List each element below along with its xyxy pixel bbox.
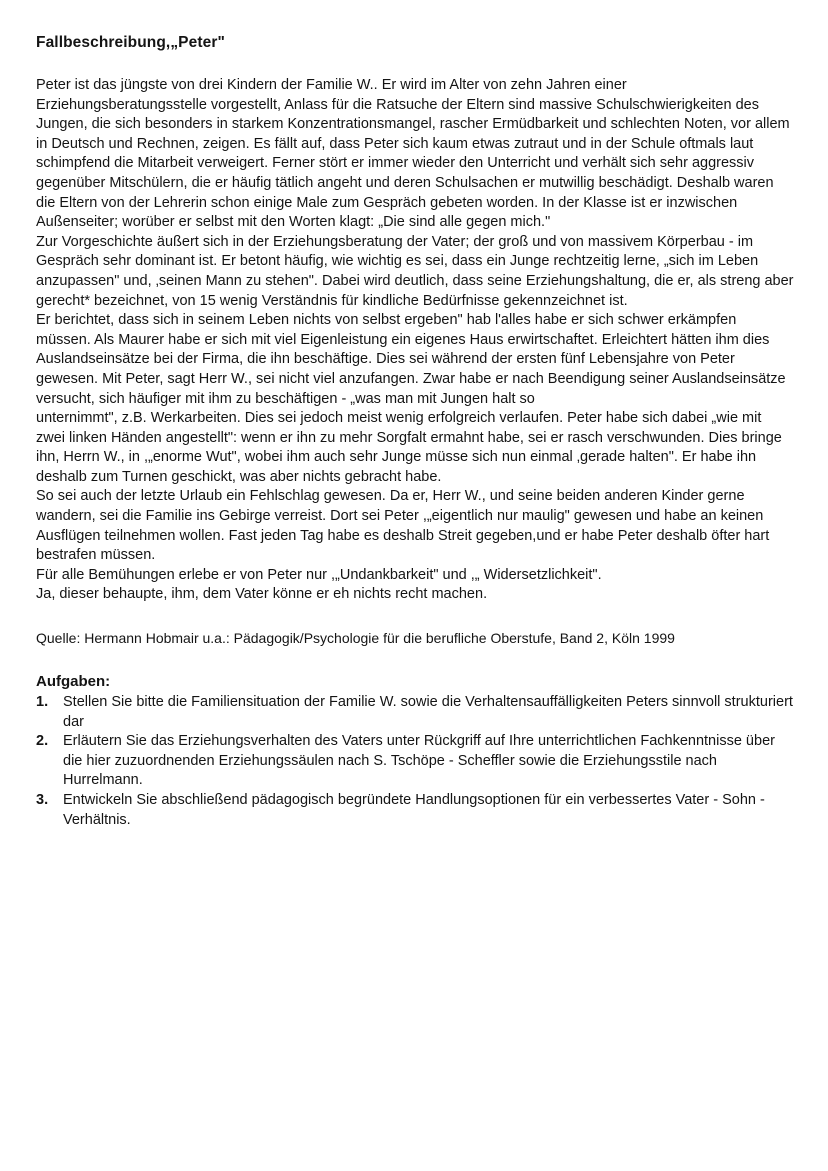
task-list — [36, 693, 794, 830]
paragraph: Er berichtet, dass sich in seinem Leben nichts von selbst ergeben" hab l'alles habe er sich schwer erkämpfen müssen. Als Maurer habe er sich mit viel Eigenleistung ein eigenes Haus erwirtschaftet. Erleichtert hätten ihm dies Auslandseinsätze bei der Firma, die ihn beschäftige. Dies sei während der ersten fünf Lebensjahre von Peter gewesen. Mit Peter, sagt Herr W., sei nicht viel anzufangen. Zwar habe er nach Beendigung seiner Auslandseinsätze versucht, sich häufiger mit ihm zu beschäftigen - „was man mit Jungen halt so — [36, 312, 786, 407]
list-item — [36, 693, 794, 732]
task-number: 2. — [36, 733, 49, 750]
paragraph: Peter ist das jüngste von drei Kindern der Familie W.. Er wird im Alter von zehn Jahren einer Erziehungsberatungsstelle vorgestellt, Anlass für die Ratsuche der Eltern sind massive Schulschwierigkeiten des Jungen, die sich besonders in starkem Konzentrationsmangel, rascher Ermüdbarkeit und schlechten Noten, vor allem in Deutsch und Rechnen, zeigen. Es fällt auf, dass Peter sich kaum etwas zutraut und in der Schule oftmals laut schimpfend die Mitarbeit verweigert. Ferner stört er immer wieder den Unterricht und verhält sich sehr aggressiv gegenüber Mitschülern, die er häufig tätlich angeht und deren Schulsachen er mutwillig beschädigt. Deshalb waren die Eltern von der Lehrerin schon einige Male zum Gespräch gebeten worden. In der Klasse ist er inzwischen Außenseiter; worüber er selbst mit den Worten klagt: „Die sind alle gegen mich." — [36, 77, 790, 231]
source-citation: Quelle: Hermann Hobmair u.a.: Pädagogik/Psychologie für die berufliche Oberstufe, Band 2, Köln 1999 — [36, 630, 675, 647]
task-text: Erläutern Sie das Erziehungsverhalten des Vaters unter Rückgriff auf Ihre unterrichtlichen Fachkenntnisse über die hier zuzuordnenden Erziehungssäulen nach S. Tschöpe - Scheffler sowie die Erziehungsstile nach Hurrelmann. — [63, 733, 775, 789]
case-description — [36, 76, 794, 605]
task-number: 3. — [36, 792, 49, 808]
task-text: Stellen Sie bitte die Familiensituation der Familie W. sowie die Verhaltensauffälligkeiten Peters sinnvoll strukturiert dar — [63, 694, 793, 730]
task-text: Entwickeln Sie abschließend pädagogisch begründete Handlungsoptionen für ein verbessertes Vater - Sohn - Verhältnis. — [63, 792, 765, 828]
list-item — [36, 732, 794, 791]
document-title: Fallbeschreibung,„Peter" — [36, 34, 225, 51]
paragraph: Für alle Bemühungen erlebe er von Peter nur ,„Undankbarkeit" und ,„ Widersetzlichkeit". — [36, 566, 602, 583]
paragraph: So sei auch der letzte Urlaub ein Fehlschlag gewesen. Da er, Herr W., und seine beiden anderen Kinder gerne wandern, sei die Familie ins Gebirge verreist. Dort sei Peter ,„eigentlich nur maulig" gewesen und habe an keinen Ausflügen teilnehmen wollen. Fast jeden Tag habe es deshalb Streit gegeben,und er habe Peter deshalb öfter hart bestrafen müssen. — [36, 488, 770, 564]
tasks-heading: Aufgaben: — [36, 673, 111, 691]
paragraph: unternimmt", z.B. Werkarbeiten. Dies sei jedoch meist wenig erfolgreich verlaufen. Peter habe sich dabei „wie mit zwei linken Händen angestellt": wenn er ihn zu mehr Sorgfalt ermahnt habe, sei er rasch verschwunden. Dies bringe ihn, Herrn W., in ,„enorme Wut", wobei ihm auch sehr Junge müsse sich nun einmal ‚gerade halten". Er habe ihn deshalb zum Turnen geschickt, was aber nichts gebracht habe. — [36, 410, 782, 485]
list-item — [36, 791, 794, 830]
task-number: 1. — [36, 694, 49, 711]
paragraph: Zur Vorgeschichte äußert sich in der Erziehungsberatung der Vater; der groß und von massivem Körperbau - im Gespräch sehr dominant ist. Er betont häufig, wie wichtig es sei, dass ein Junge rechtzeitig lerne, „sich im Leben anzupassen" und, ‚seinen Mann zu stehen". Dabei wird deutlich, dass seine Erziehungshaltung, die er, als streng aber gerecht* bezeichnet, von 15 wenig Verständnis für kindliche Bedürfnisse gekennzeichnet ist. — [36, 233, 794, 309]
paragraph: Ja, dieser behaupte, ihm, dem Vater könne er eh nichts recht machen. — [36, 586, 488, 603]
